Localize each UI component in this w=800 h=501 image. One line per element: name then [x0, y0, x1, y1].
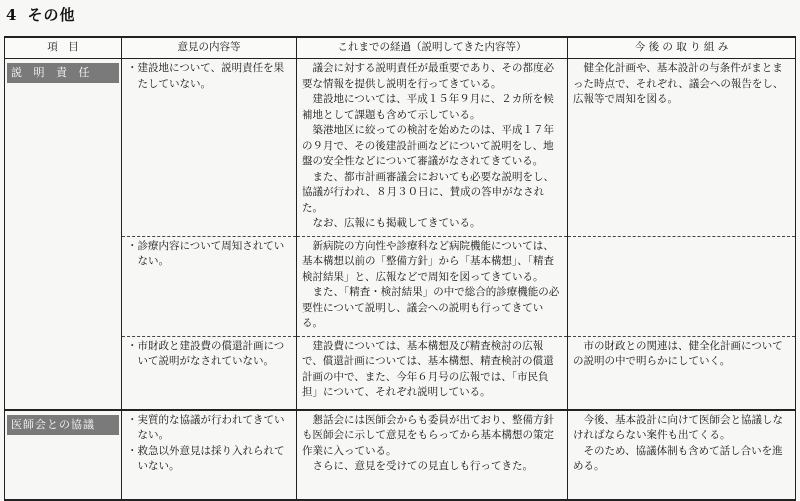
table-row: [5, 236, 796, 336]
table-row: [5, 410, 796, 500]
table-row: [5, 336, 796, 410]
history-text: 建設費については、基本構想及び精査検討の広報で、償還計画については、基本構想、精査検討の償還計画の中で、また、今年６月号の広報では、「市民負担」について、それぞれ説明している。: [302, 339, 554, 398]
history-text: 議会に対する説明責任が最重要であり、その都度必要な情報を提供し説明を行ってきている。: [302, 62, 554, 90]
opinion-text: ・市財政と建設費の償還計画について説明がなされていない。: [127, 339, 285, 367]
plan-text: 健全化計画や、基本設計の与条件がまとまった時点で、それぞれ、議会への報告をし、広報等で周知を図る。: [573, 62, 784, 105]
item-label-accountability: 説 明 責 任: [7, 63, 119, 83]
opinions-cell: [122, 410, 297, 500]
section-title: その他: [27, 6, 76, 24]
opinions-cell: [122, 336, 297, 410]
history-cell: [297, 410, 568, 500]
section-number: 4: [6, 6, 18, 24]
history-cell: [297, 59, 568, 237]
history-text: さらに、意見を受けての見直しも行ってきた。: [312, 460, 533, 472]
section-heading: [6, 4, 75, 25]
history-text: なお、広報にも掲載してきている。: [312, 217, 481, 229]
history-text: 築港地区に絞っての検討を始めたのは、平成１７年の９月で、その後建設計画などについて説明をし、地盤の安全性などについて審議がなされてきている。: [302, 124, 554, 167]
header-plans: 今 後 の 取 り 組 み: [568, 37, 796, 59]
item-label-medical-association: 医師会との協議: [7, 415, 119, 435]
opinion-text: ・診療内容について周知されていない。: [127, 239, 285, 267]
history-text: 建設地については、平成１５年９月に、２カ所を候補地として課題も含めて示している。: [302, 93, 554, 121]
item-cell: [5, 410, 122, 500]
issues-table: [4, 36, 796, 501]
opinion-text: ・建設地について、説明責任を果たしていない。: [127, 62, 285, 90]
table-row: [5, 59, 796, 237]
opinion-text: ・実質的な協議が行われてきていない。: [127, 413, 285, 441]
plans-cell: [568, 336, 796, 410]
history-cell: [297, 336, 568, 410]
header-opinions: 意見の内容等: [122, 37, 297, 59]
history-text: また、都市計画審議会においても必要な説明をし、協議が行われ、８月３０日に、賛成の答申がなされた。: [302, 170, 554, 214]
plan-text: 市の財政との関連は、健全化計画についての説明の中で明らかにしていく。: [573, 339, 783, 367]
opinions-cell: [122, 59, 297, 237]
table-header-row: [5, 37, 796, 59]
plans-cell: [568, 410, 796, 500]
history-text: 新病院の方向性や診療科など病院機能については、基本構想以前の「整備方針」から「基本構想」、「精査検討結果」と、広報などで周知を図ってきている。: [302, 239, 554, 283]
history-cell: [297, 236, 568, 336]
plans-cell: [568, 59, 796, 237]
history-text: 懇話会には医師会からも委員が出ており、整備方針も医師会に示して意見をもらってから基本構想の策定作業に入っている。: [302, 413, 554, 457]
header-item: 項 目: [5, 37, 122, 59]
item-cell: [5, 59, 122, 410]
history-text: また、「精査・検討結果」の中で総合的診療機能の必要性について説明し、議会への説明も行ってきている。: [302, 286, 560, 329]
plan-text: 今後、基本設計に向けて医師会と協議しなければならない案件も出てくる。: [573, 413, 783, 441]
header-history: これまでの経過（説明してきた内容等）: [297, 37, 568, 59]
plan-text: そのため、協議体制も含めて話し合いを進める。: [573, 444, 783, 472]
plans-cell: [568, 236, 796, 336]
opinions-cell: [122, 236, 297, 336]
opinion-text: ・救急以外意見は採り入れられていない。: [127, 444, 285, 472]
